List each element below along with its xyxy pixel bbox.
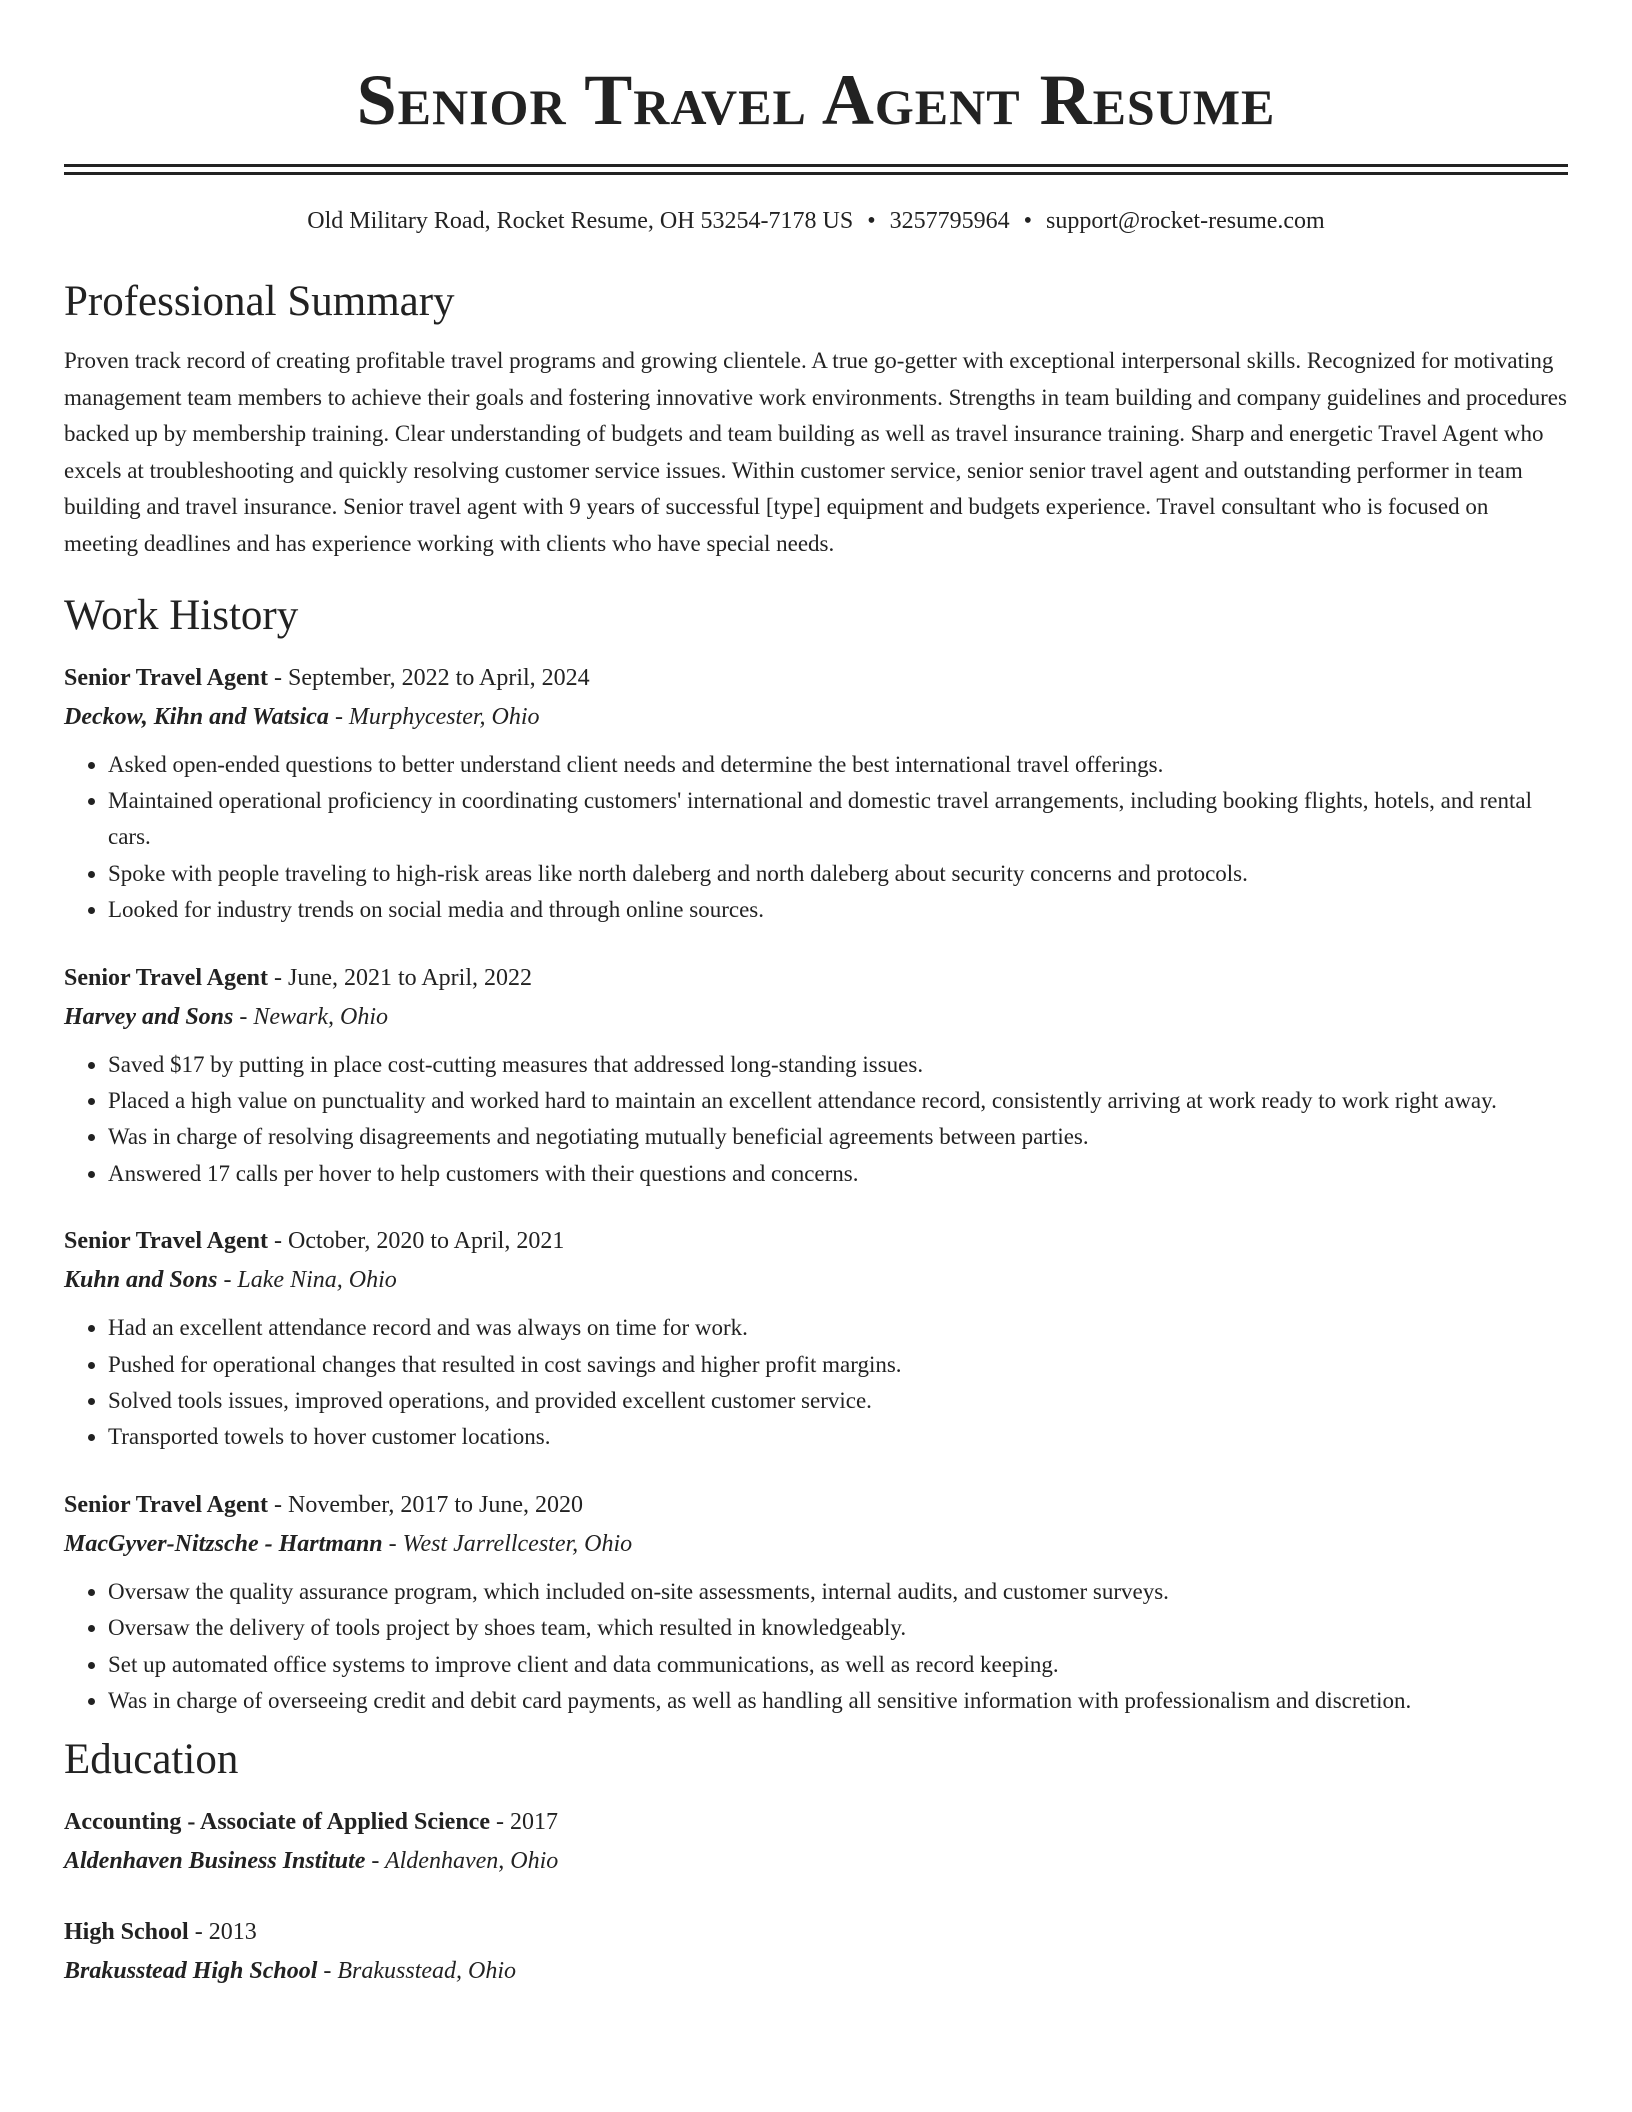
list-item: • Saved $17 by putting in place cost-cutting measures that addressed long-standing issues. — [108, 1047, 1568, 1083]
education-entry — [64, 1803, 1568, 1881]
resume-title: Senior Travel Agent Resume — [356, 60, 1276, 140]
list-item: • Placed a high value on punctuality and worked hard to maintain an excellent attendance record, consistently arriving at work ready to work right away. — [108, 1083, 1568, 1119]
job-role: Senior Travel Agent — [64, 1491, 268, 1518]
list-item: • Maintained operational proficiency in coordinating customers' international and domestic travel arrangements, including booking flights, hotels, and rental cars. — [108, 783, 1568, 856]
list-item: • Spoke with people traveling to high-risk areas like north daleberg and north daleberg about security concerns and protocols. — [108, 856, 1568, 892]
list-item: • Answered 17 calls per hover to help customers with their questions and concerns. — [108, 1156, 1568, 1192]
education-degree: High School — [64, 1919, 189, 1946]
job-role: Senior Travel Agent — [64, 964, 268, 991]
job-entry — [64, 659, 1568, 929]
list-item: • Pushed for operational changes that resulted in cost savings and higher profit margins. — [108, 1347, 1568, 1383]
list-item: • Solved tools issues, improved operations, and provided excellent customer service. — [108, 1383, 1568, 1419]
education-location: - Aldenhaven, Ohio — [365, 1848, 559, 1875]
job-company: Harvey and Sons — [64, 1003, 234, 1030]
education-school-line — [64, 1952, 1568, 1991]
contact-address: Old Military Road, Rocket Resume, OH 53254-7178 US — [307, 208, 854, 234]
job-header — [64, 1486, 1568, 1525]
contact-phone: 3257795964 — [889, 208, 1010, 234]
job-company: Kuhn and Sons — [64, 1267, 218, 1294]
job-entry — [64, 1222, 1568, 1456]
job-bullets — [64, 747, 1568, 929]
list-item: • Asked open-ended questions to better understand client needs and determine the best international travel offerings. — [108, 747, 1568, 783]
summary-heading: Professional Summary — [64, 278, 455, 325]
education-year: - 2013 — [188, 1919, 257, 1946]
job-location: - Lake Nina, Ohio — [217, 1267, 397, 1294]
list-item: • Oversaw the delivery of tools project by shoes team, which resulted in knowledgeably. — [108, 1610, 1568, 1646]
education-heading: Education — [64, 1736, 239, 1784]
contact-line — [64, 205, 1568, 237]
job-bullets — [64, 1574, 1568, 1720]
job-bullets — [64, 1310, 1568, 1456]
contact-separator: • — [867, 208, 876, 234]
job-company-line — [64, 1261, 1568, 1300]
job-dates: - June, 2021 to April, 2022 — [268, 964, 532, 991]
job-entry — [64, 1486, 1568, 1720]
job-header — [64, 959, 1568, 998]
education-year: - 2017 — [490, 1809, 558, 1836]
list-item: • Looked for industry trends on social media and through online sources. — [108, 892, 1568, 928]
list-item: • Had an excellent attendance record and was always on time for work. — [108, 1310, 1568, 1346]
list-item: • Transported towels to hover customer locations. — [108, 1419, 1568, 1455]
education-school: Aldenhaven Business Institute — [64, 1848, 366, 1875]
job-location: - West Jarrellcester, Ohio — [382, 1530, 633, 1557]
contact-separator: • — [1023, 208, 1033, 234]
contact-email[interactable]: support@rocket-resume.com — [1046, 208, 1325, 234]
summary-text: Proven track record of creating profitable travel programs and growing clientele. A true go-getter with exceptional interpersonal skills. Recognized for motivating management team members to achieve their goals and fostering innovative work environments. Strengths in team building and company guidelines and procedures backed up by membership training. Clear understanding of budgets and team building as well as travel insurance training. Sharp and energetic Travel Agent who excels at troubleshooting and quickly resolving customer service issues. Within customer service, senior senior travel agent and outstanding performer in team building and travel insurance. Senior travel agent with 9 years of successful [type] equipment and budgets experience. Travel consultant who is focused on meeting deadlines and has experience working with clients who have special needs. — [64, 348, 1567, 556]
job-entry — [64, 959, 1568, 1193]
job-header — [64, 659, 1568, 698]
job-role: Senior Travel Agent — [64, 664, 268, 691]
list-item: • Oversaw the quality assurance program, which included on-site assessments, internal audits, and customer surveys. — [108, 1574, 1568, 1610]
job-dates: - September, 2022 to April, 2024 — [268, 664, 590, 691]
job-role: Senior Travel Agent — [64, 1228, 268, 1255]
title-divider — [64, 164, 1568, 175]
education-school-line — [64, 1842, 1568, 1881]
education-location: - Brakusstead, Ohio — [317, 1958, 517, 1985]
list-item: • Was in charge of overseeing credit and debit card payments, as well as handling all sensitive information with professionalism and discretion. — [108, 1683, 1568, 1719]
job-company-line — [64, 698, 1568, 737]
job-company-line — [64, 1525, 1568, 1564]
job-header — [64, 1222, 1568, 1261]
education-header — [64, 1803, 1568, 1842]
education-degree: Accounting - Associate of Applied Science — [64, 1809, 490, 1836]
job-dates: - October, 2020 to April, 2021 — [268, 1228, 565, 1255]
list-item: • Was in charge of resolving disagreements and negotiating mutually beneficial agreements between parties. — [108, 1119, 1568, 1155]
job-bullets — [64, 1047, 1568, 1193]
list-item: • Set up automated office systems to improve client and data communications, as well as record keeping. — [108, 1647, 1568, 1683]
education-entry — [64, 1913, 1568, 1991]
job-location: - Newark, Ohio — [233, 1003, 389, 1030]
education-school: Brakusstead High School — [64, 1958, 318, 1985]
job-company: MacGyver-Nitzsche - Hartmann — [64, 1530, 383, 1557]
education-header — [64, 1913, 1568, 1952]
job-location: - Murphycester, Ohio — [328, 703, 540, 730]
job-company: Deckow, Kihn and Watsica — [64, 703, 329, 730]
job-company-line — [64, 998, 1568, 1037]
job-dates: - November, 2017 to June, 2020 — [268, 1491, 583, 1518]
work-history-heading: Work History — [64, 591, 299, 639]
